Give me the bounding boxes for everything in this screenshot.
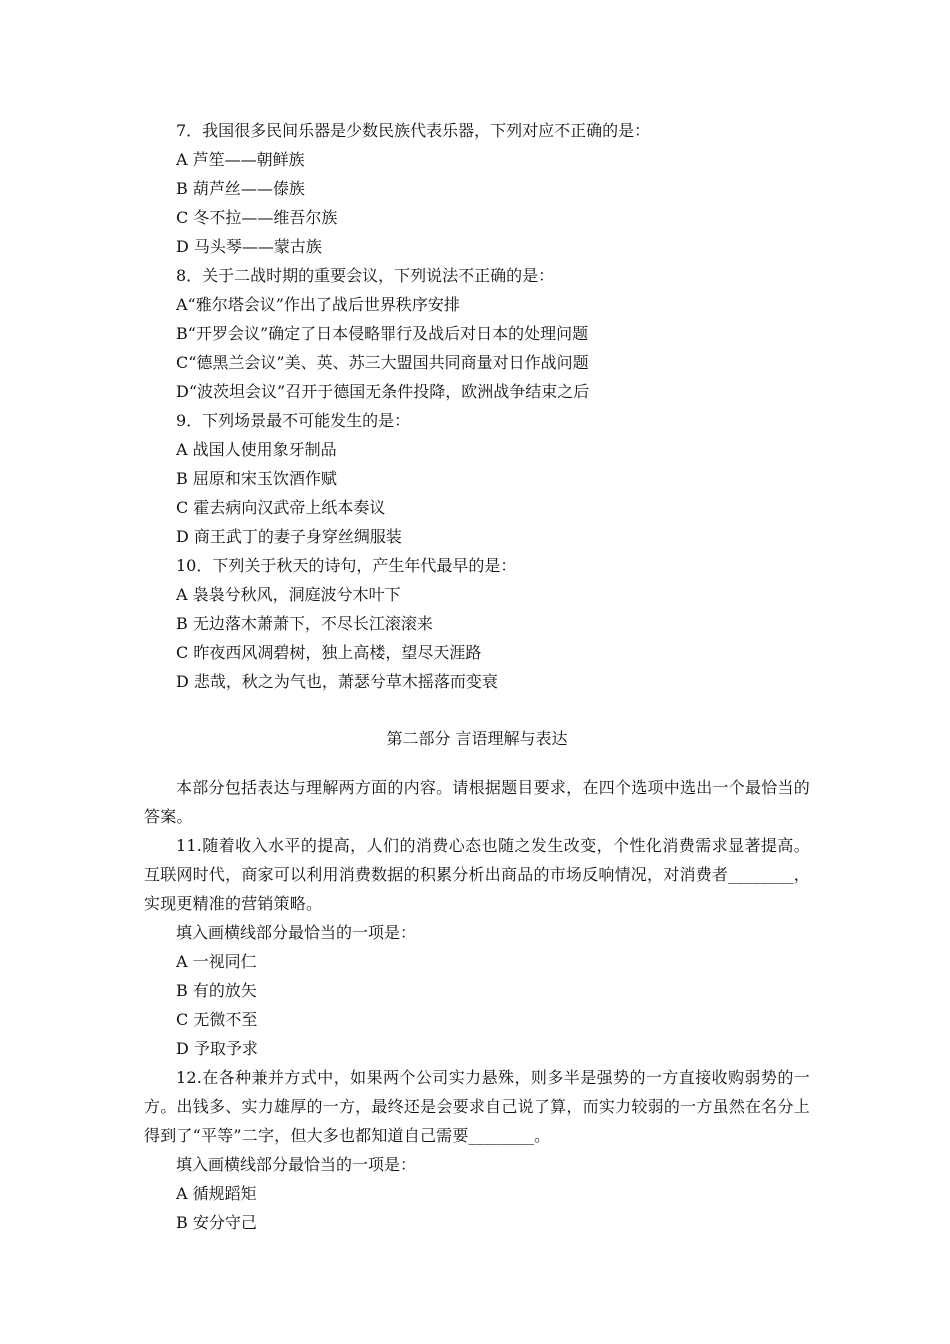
option-c: C 霍去病向汉武帝上纸本奏议 (176, 498, 386, 517)
option-b: B 屈原和宋玉饮酒作赋 (176, 469, 337, 488)
option-b: B 安分守己 (176, 1213, 257, 1232)
option-c: C“德黑兰会议”美、英、苏三大盟国共同商量对日作战问题 (176, 353, 589, 372)
option-d: D 悲哉，秋之为气也，萧瑟兮草木摇落而变衰 (176, 672, 498, 691)
option-b: B“开罗会议”确定了日本侵略罪行及战后对日本的处理问题 (176, 324, 589, 343)
question-stem: 12.在各种兼并方式中，如果两个公司实力悬殊，则多半是强势的一方直接收购弱势的一方。出钱多、实力雄厚的一方，最终还是会要求自己说了算，而实力较弱的一方虽然在名分上得到了“平等”二字，但大多也都知道自己需要________。 (144, 1068, 810, 1145)
option-b: B 葫芦丝——傣族 (176, 179, 305, 198)
question-11 (144, 831, 810, 1063)
option-d: D“波茨坦会议”召开于德国无条件投降，欧洲战争结束之后 (176, 382, 590, 401)
option-c: C 冬不拉——维吾尔族 (176, 208, 338, 227)
option-c: C 昨夜西风凋碧树，独上高楼，望尽天涯路 (176, 643, 482, 662)
document-page (144, 116, 810, 1237)
option-a: A 一视同仁 (176, 952, 257, 971)
option-a: A“雅尔塔会议”作出了战后世界秩序安排 (176, 295, 460, 314)
option-a: A 战国人使用象牙制品 (176, 440, 337, 459)
question-12 (144, 1063, 810, 1237)
option-d: D 马头琴——蒙古族 (176, 237, 322, 256)
option-d: D 予取予求 (176, 1039, 258, 1058)
option-a: A 循规蹈矩 (176, 1184, 257, 1203)
question-stem: 11.随着收入水平的提高，人们的消费心态也随之发生改变，个性化消费需求显著提高。互联网时代，商家可以利用消费数据的积累分析出商品的市场反响情况，对消费者________，实现更精准的营销策略。 (144, 836, 810, 913)
question-prompt: 填入画横线部分最恰当的一项是： (176, 1155, 417, 1174)
question-stem: 9．下列场景最不可能发生的是： (176, 411, 411, 430)
option-a: A 袅袅兮秋风，洞庭波兮木叶下 (176, 585, 401, 604)
section-intro: 本部分包括表达与理解两方面的内容。请根据题目要求，在四个选项中选出一个最恰当的答案。 (144, 778, 810, 826)
question-10 (144, 551, 810, 696)
question-9 (144, 406, 810, 551)
option-b: B 无边落木萧萧下，不尽长江滚滚来 (176, 614, 433, 633)
option-d: D 商王武丁的妻子身穿丝绸服装 (176, 527, 402, 546)
question-prompt: 填入画横线部分最恰当的一项是： (176, 923, 417, 942)
question-7 (144, 116, 810, 261)
question-stem: 8．关于二战时期的重要会议，下列说法不正确的是： (176, 266, 555, 285)
section-title: 第二部分 言语理解与表达 (386, 729, 568, 748)
question-stem: 7．我国很多民间乐器是少数民族代表乐器，下列对应不正确的是： (176, 121, 651, 140)
option-c: C 无微不至 (176, 1010, 258, 1029)
option-a: A 芦笙——朝鲜族 (176, 150, 305, 169)
question-8 (144, 261, 810, 406)
option-b: B 有的放矢 (176, 981, 257, 1000)
question-stem: 10．下列关于秋天的诗句，产生年代最早的是： (176, 556, 517, 575)
